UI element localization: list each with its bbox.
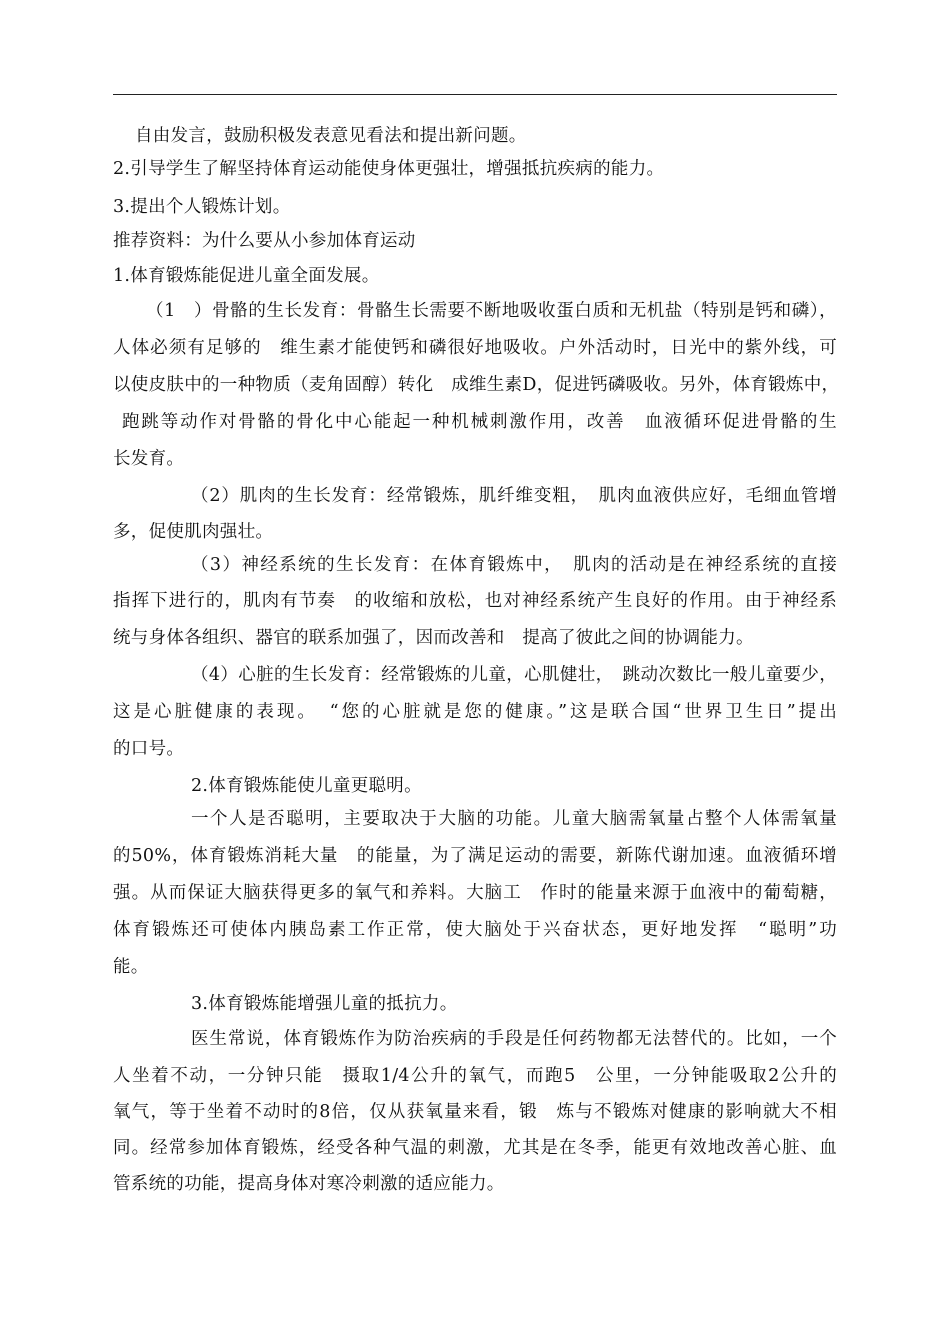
header-rule (113, 94, 837, 95)
section-heading: 推荐资料：为什么要从小参加体育运动 (113, 231, 416, 251)
text-line: 的口号。 (113, 739, 185, 759)
text-line: 能。 (113, 957, 149, 977)
text-line: 多，促使肌肉强壮。 (113, 522, 274, 542)
text-line: 3.提出个人锻炼计划。 (113, 197, 291, 217)
section-heading: 3.体育锻炼能增强儿童的抵抗力。 (191, 994, 458, 1014)
text-line: 人坐着不动，一分钟只能 摄取1/4公升的氧气，而跑5 公里，一分钟能吸取2公升的 (113, 1066, 837, 1086)
text-line: 一个人是否聪明，主要取决于大脑的功能。儿童大脑需氧量占整个人体需氧量 (191, 809, 837, 829)
text-line: 这是心脏健康的表现。 “您的心脏就是您的健康。”这是联合国“世界卫生日”提出 (113, 702, 837, 722)
text-line: 指挥下进行的，肌肉有节奏 的收缩和放松，也对神经系统产生良好的作用。由于神经系 (113, 591, 837, 611)
section-heading: 2.体育锻炼能使儿童更聪明。 (191, 776, 422, 796)
text-line: 人体必须有足够的 维生素才能使钙和磷很好地吸收。户外活动时，日光中的紫外线，可 (113, 338, 837, 358)
text-line: 体育锻炼还可使体内胰岛素工作正常，使大脑处于兴奋状态，更好地发挥 “聪明”功 (113, 920, 837, 940)
text-line: 氧气，等于坐着不动时的8倍，仅从获氧量来看，锻 炼与不锻炼对健康的影响就大不相 (113, 1102, 837, 1122)
text-line: 管系统的功能，提高身体对寒冷刺激的适应能力。 (113, 1174, 505, 1194)
text-line: （3）神经系统的生长发育：在体育锻炼中， 肌肉的活动是在神经系统的直接 (191, 555, 837, 575)
text-line: 统与身体各组织、器官的联系加强了，因而改善和 提高了彼此之间的协调能力。 (113, 628, 754, 648)
text-line: （1 ）骨骼的生长发育：骨骼生长需要不断地吸收蛋白质和无机盐（特别是钙和磷）， (146, 301, 837, 321)
text-line: 1.体育锻炼能促进儿童全面发展。 (113, 266, 380, 286)
text-line: （4）心脏的生长发育：经常锻炼的儿童，心肌健壮， 跳动次数比一般儿童要少， (191, 665, 837, 685)
text-line: 以使皮肤中的一种物质（麦角固醇）转化 成维生素D，促进钙磷吸收。另外，体育锻炼中， (113, 375, 840, 395)
text-line: 2.引导学生了解坚持体育运动能使身体更强壮，增强抵抗疾病的能力。 (113, 159, 665, 179)
text-line: 强。从而保证大脑获得更多的氧气和养料。大脑工 作时的能量来源于血液中的葡萄糖， (113, 883, 837, 903)
text-line: 跑跳等动作对骨骼的骨化中心能起一种机械刺激作用，改善 血液循环促进骨骼的生 (122, 412, 837, 432)
text-line: 同。经常参加体育锻炼，经受各种气温的刺激，尤其是在冬季，能更有效地改善心脏、血 (113, 1138, 837, 1158)
text-line: 自由发言，鼓励积极发表意见看法和提出新问题。 (135, 126, 527, 146)
text-line: 医生常说，体育锻炼作为防治疾病的手段是任何药物都无法替代的。比如，一个 (191, 1029, 837, 1049)
text-line: （2）肌肉的生长发育：经常锻炼，肌纤维变粗， 肌肉血液供应好，毛细血管增 (191, 486, 837, 506)
text-line: 的50%，体育锻炼消耗大量 的能量，为了满足运动的需要，新陈代谢加速。血液循环增 (113, 846, 837, 866)
text-line: 长发育。 (113, 449, 185, 469)
